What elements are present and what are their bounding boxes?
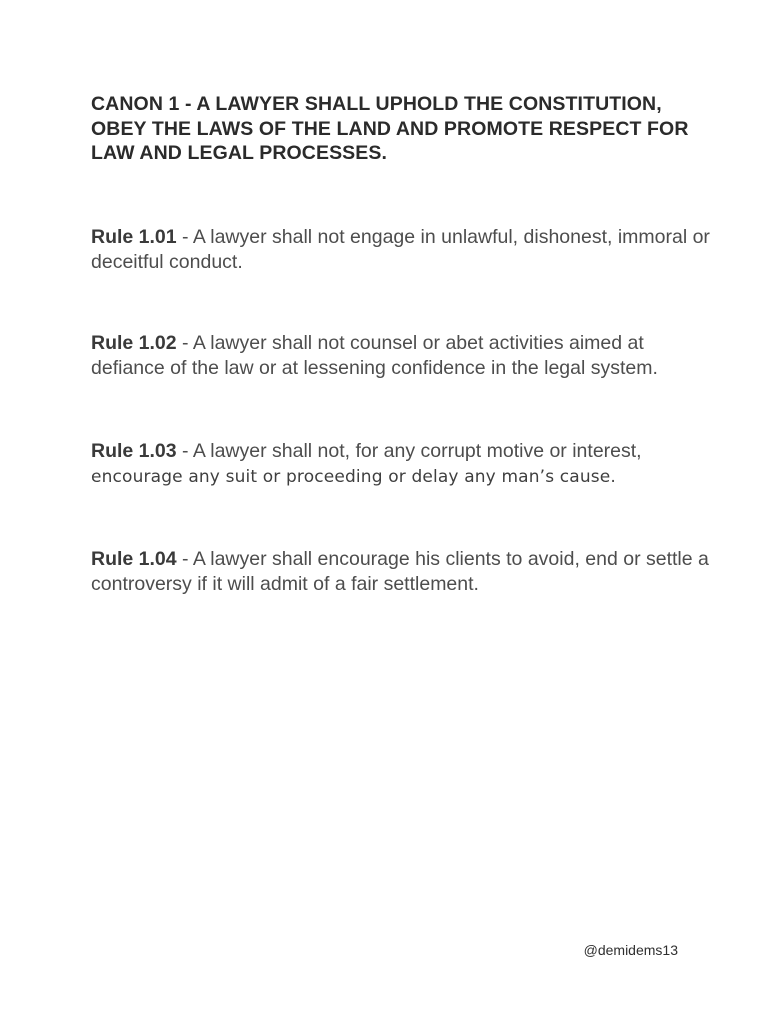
rule-label: Rule 1.04	[91, 548, 177, 570]
canon-title: CANON 1 - A LAWYER SHALL UPHOLD THE CONSTITUTION, OBEY THE LAWS OF THE LAND AND PROMOTE RESPECT FOR LAW AND LEGAL PROCESSES.	[91, 93, 689, 164]
rule-1-01	[91, 225, 721, 274]
rule-text: - A lawyer shall encourage his clients to avoid, end or settle a controversy if it will admit of a fair settlement.	[91, 548, 709, 595]
rule-text-continued: encourage any suit or proceeding or delay any man’s cause	[91, 466, 611, 487]
rule-label: Rule 1.02	[91, 332, 177, 354]
rule-text: - A lawyer shall not engage in unlawful, dishonest, immoral or deceitful conduct.	[91, 226, 710, 273]
rule-1-02	[91, 331, 721, 380]
rule-text-end: .	[610, 464, 616, 487]
rule-1-03	[91, 439, 721, 489]
rule-1-04	[91, 547, 721, 596]
rule-label: Rule 1.03	[91, 440, 177, 462]
rule-text: - A lawyer shall not, for any corrupt motive or interest,	[176, 440, 642, 462]
rule-label: Rule 1.01	[91, 226, 177, 248]
rule-text: - A lawyer shall not counsel or abet activities aimed at defiance of the law or at lessening confidence in the legal system.	[91, 332, 658, 379]
author-handle: @demidems13	[583, 942, 678, 958]
